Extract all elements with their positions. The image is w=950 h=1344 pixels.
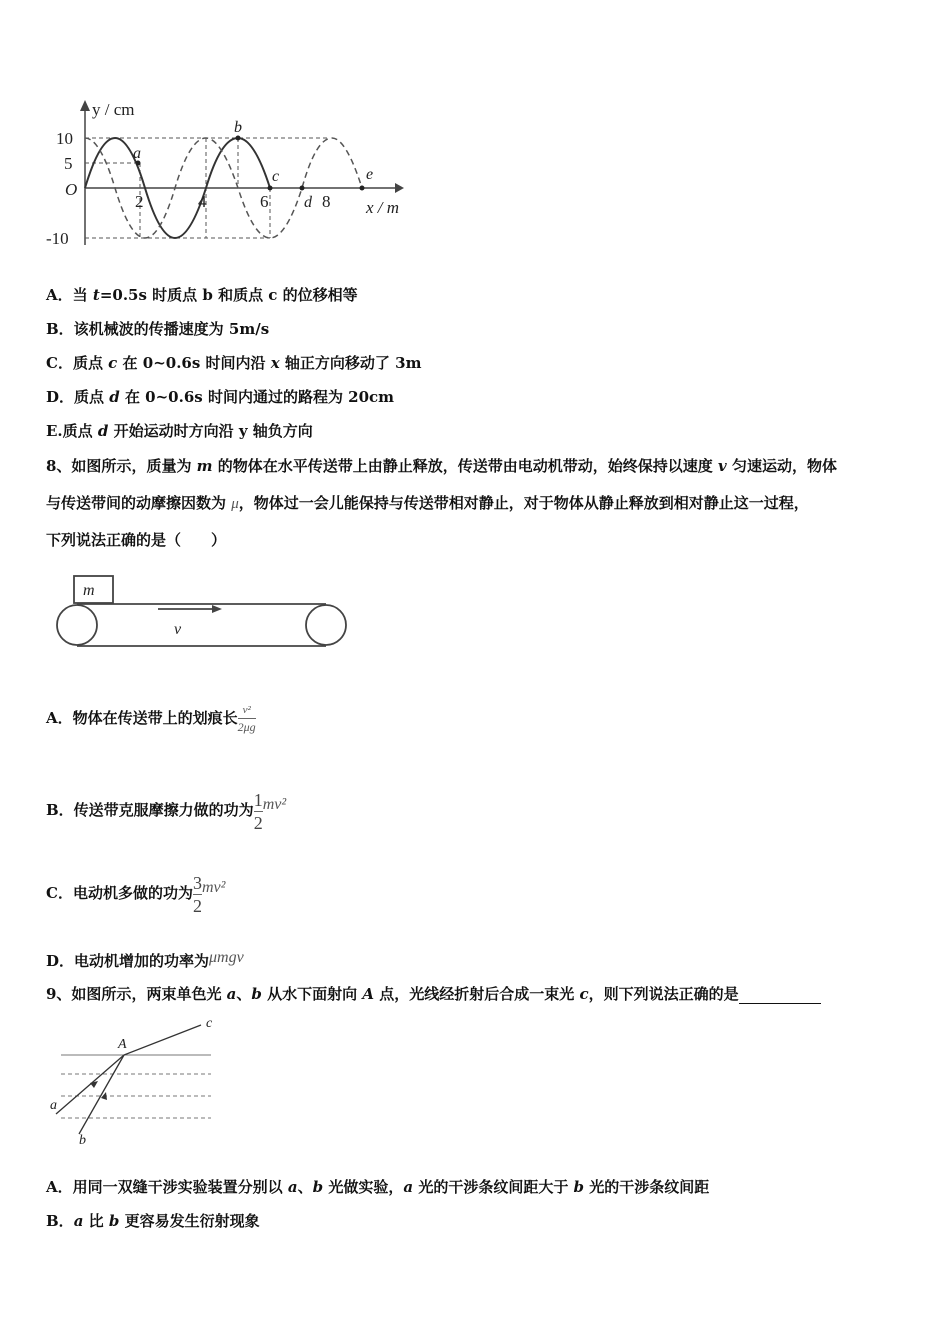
ray-a-arrow (90, 1081, 98, 1088)
y-axis-arrow (80, 100, 90, 111)
label-a: a (133, 145, 141, 162)
y-tick-neg10: -10 (46, 229, 69, 248)
q7-option-c: C．质点 c 在 0~0.6s 时间内沿 x 轴正方向移动了 3m (46, 354, 422, 372)
q7-option-a: A．当 t=0.5s 时质点 b 和质点 c 的位移相等 (46, 286, 358, 304)
y-axis-label: y / cm (92, 100, 135, 119)
y-tick-5: 5 (64, 154, 73, 173)
q8-stem-line3: 下列说法正确的是（ ） (46, 531, 227, 549)
q9-option-b: B．a 比 b 更容易发生衍射现象 (46, 1212, 260, 1230)
q8-option-b: B．传送带克服摩擦力做的功为 $\frac{1}{2}$ mv² (46, 789, 287, 833)
point-d (300, 186, 305, 191)
ray-c-label: c (206, 1016, 213, 1031)
fraction: $\frac{1}{2}$ (253, 789, 263, 833)
fraction: $\frac{\text{v²}}{2\mu g}$ (237, 704, 256, 734)
q8-option-d: D．电动机增加的功率为μmgv (46, 949, 244, 970)
point-b (236, 136, 241, 141)
q8-stem-line2: 与传送带间的动摩擦因数为 μ，物体过一会儿能保持与传送带相对静止，对于物体从静止释放到相对静止这一过程， (46, 494, 809, 512)
velocity-label: v (174, 621, 182, 638)
origin-label: O (65, 180, 78, 199)
ray-b-label: b (79, 1133, 86, 1148)
x-tick-8: 8 (322, 192, 331, 211)
x-tick-4: 4 (198, 192, 207, 211)
label-b: b (234, 119, 242, 136)
label-d: d (304, 194, 312, 211)
conveyor-figure (50, 572, 355, 650)
x-tick-2: 2 (135, 192, 144, 211)
q8-option-c: C．电动机多做的功为 $\frac{3}{2}$ mv² (46, 872, 226, 916)
q7-option-e: E.质点 d 开始运动时方向沿 y 轴负方向 (46, 422, 313, 440)
ray-c (124, 1025, 201, 1055)
q9-stem: 9、如图所示，两束单色光 a、b 从水下面射向 A 点，光线经折射后合成一束光 c，则下列说法正确的是 (46, 984, 821, 1004)
mass-label: m (83, 582, 95, 599)
point-A-label: A (118, 1037, 127, 1052)
answer-blank (739, 989, 821, 1004)
q8-option-a: A．物体在传送带上的划痕长 $\frac{\text{v²}}{2\mu g}$ (46, 704, 256, 734)
ray-a-label: a (50, 1098, 57, 1113)
ray-b (79, 1055, 124, 1134)
label-c: c (272, 168, 280, 185)
x-axis-label: x / m (366, 198, 400, 217)
right-pulley (306, 605, 346, 645)
x-axis-arrow (395, 183, 404, 193)
q9-option-a: A．用同一双缝干涉实验装置分别以 a、b 光做实验，a 光的干涉条纹间距大于 b 光的干涉条纹间距 (46, 1178, 710, 1196)
y-tick-10: 10 (56, 129, 73, 148)
left-pulley (57, 605, 97, 645)
point-c (268, 186, 273, 191)
point-e (360, 186, 365, 191)
x-tick-6: 6 (260, 192, 269, 211)
wave-graph (40, 95, 420, 255)
q7-option-b: B．该机械波的传播速度为 5m/s (46, 320, 270, 338)
q7-option-d: D．质点 d 在 0~0.6s 时间内通过的路程为 20cm (46, 388, 395, 406)
q8-stem-line1: 8、如图所示，质量为 m 的物体在水平传送带上由静止释放，传送带由电动机带动，始终保持以速度 v 匀速运动，物体 (46, 457, 837, 475)
fraction: $\frac{3}{2}$ (192, 872, 202, 916)
refraction-figure (46, 1012, 221, 1150)
velocity-arrowhead (212, 605, 222, 613)
label-e: e (366, 166, 374, 183)
ray-a (56, 1055, 124, 1114)
